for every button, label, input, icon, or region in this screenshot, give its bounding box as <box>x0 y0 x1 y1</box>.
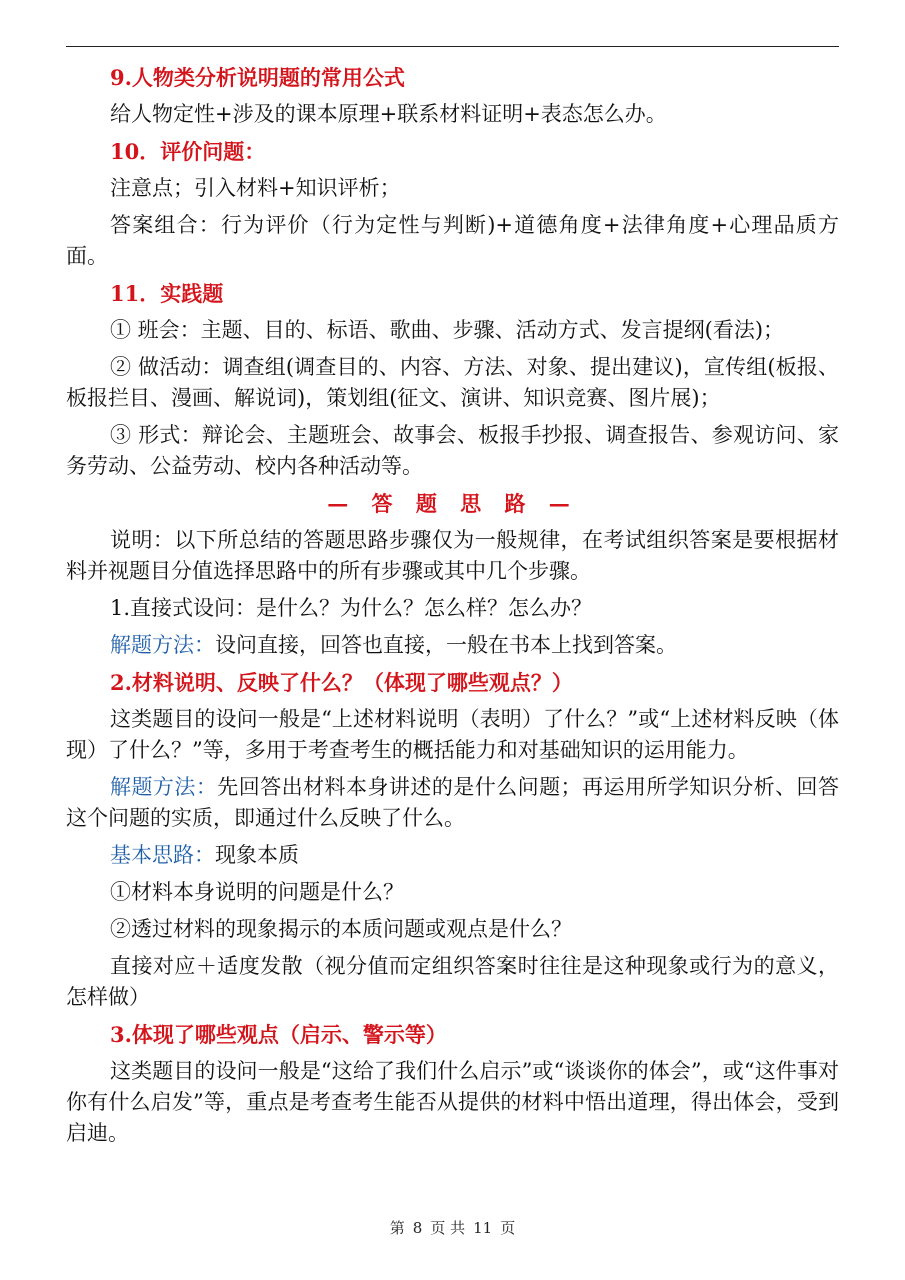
method-2 <box>66 772 839 834</box>
method-text: 先回答出材料本身讲述的是什么问题；再运用所学知识分析、回答这个问题的实质，即通过什么反映了什么。 <box>66 775 840 830</box>
method-1 <box>66 630 839 661</box>
question-type-1: 1.直接式设问：是什么？为什么？怎么样？怎么办？ <box>110 596 593 620</box>
method-text: 设问直接，回答也直接，一般在书本上找到答案。 <box>215 633 677 657</box>
paragraph-10-answer: 答案组合：行为评价（行为定性与判断)+道德角度+法律角度+心理品质方面。 <box>66 213 839 268</box>
footer-total-pages: 11 <box>473 1219 493 1237</box>
paragraph-9: 给人物定性+涉及的课本原理+联系材料证明+表态怎么办。 <box>110 102 667 126</box>
paragraph-11-class-meeting: ① 班会：主题、目的、标语、歌曲、步骤、活动方式、发言提纲(看法)； <box>110 318 785 342</box>
heading-10: 10．评价问题： <box>110 139 266 164</box>
paragraph-11-activities: ② 做活动：调查组(调查目的、内容、方法、对象、提出建议)，宣传组(板报、板报拦目、漫画、解说词)，策划组(征文、演讲、知识竞赛、图片展)； <box>66 355 839 410</box>
header-rule <box>66 46 839 47</box>
intro-paragraph: 说明：以下所总结的答题思路步骤仅为一般规律，在考试组织答案是要根据材料并视题目分值选择思路中的所有步骤或其中几个步骤。 <box>66 528 839 583</box>
paragraph-2b: 直接对应＋适度发散（视分值而定组织答案时往往是这种现象或行为的意义，怎样做） <box>66 954 839 1009</box>
footer-prefix: 第 <box>389 1219 405 1237</box>
heading-3: 3.体现了哪些观点（启示、警示等） <box>110 1022 447 1047</box>
approach-text: 现象本质 <box>215 843 299 867</box>
step-2: ②透过材料的现象揭示的本质问题或观点是什么？ <box>110 917 572 941</box>
heading-11: 11．实践题 <box>110 281 224 306</box>
paragraph-2: 这类题目的设问一般是“上述材料说明（表明）了什么？”或“上述材料反映（体现）了什么？”等，多用于考查考生的概括能力和对基础知识的运用能力。 <box>66 707 839 762</box>
page-footer <box>0 1217 905 1238</box>
method-label: 解题方法： <box>110 775 218 799</box>
heading-9: 9.人物类分析说明题的常用公式 <box>110 65 405 90</box>
section-title: — 答 题 思 路 — <box>327 491 578 516</box>
paragraph-10-note: 注意点；引入材料+知识评析； <box>110 176 401 200</box>
approach-label: 基本思路： <box>110 843 215 867</box>
paragraph-11-forms: ③ 形式：辩论会、主题班会、故事会、板报手抄报、调查报告、参观访问、家务劳动、公益劳动、校内各种活动等。 <box>66 423 839 478</box>
footer-mid: 页 共 <box>430 1219 466 1237</box>
paragraph-3: 这类题目的设问一般是“这给了我们什么启示”或“谈谈你的体会”，或“这件事对你有什么启发”等，重点是考查考生能否从提供的材料中悟出道理，得出体会，受到启迪。 <box>66 1059 839 1145</box>
document-body <box>66 62 839 1155</box>
footer-page-number: 8 <box>412 1219 423 1237</box>
basic-approach <box>66 840 839 871</box>
footer-suffix: 页 <box>500 1219 516 1237</box>
heading-2: 2.材料说明、反映了什么？（体现了哪些观点？） <box>110 670 573 695</box>
method-label: 解题方法： <box>110 633 215 657</box>
step-1: ①材料本身说明的问题是什么？ <box>110 880 404 904</box>
